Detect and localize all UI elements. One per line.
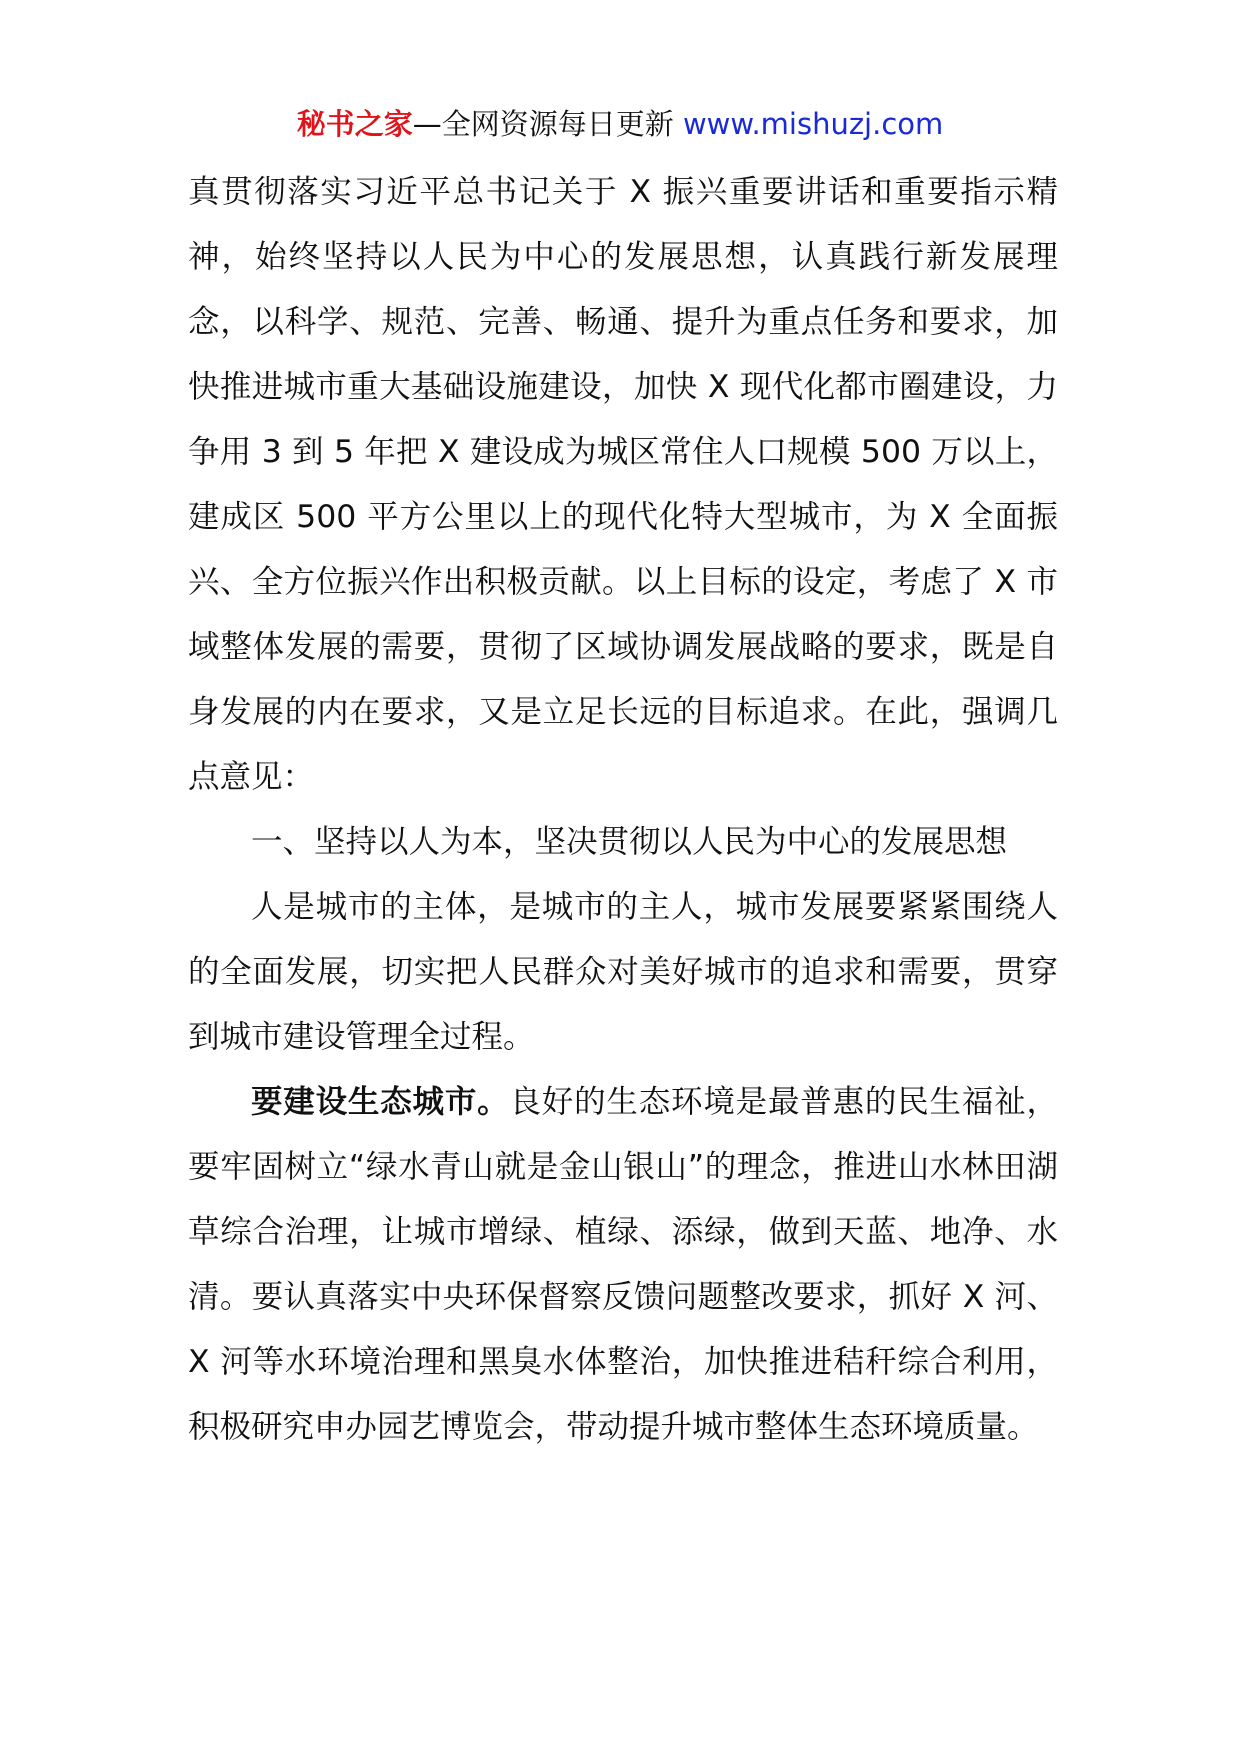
site-header — [0, 104, 1240, 144]
paragraph-eco-text: 良好的生态环境是最普惠的民生福祉，要牢固树立“绿水青山就是金山银山”的理念，推进山水林田湖草综合治理，让城市增绿、植绿、添绿，做到天蓝、地净、水清。要认真落实中央环保督察反馈问题整改要求，抓好 X 河、X 河等水环境治理和黑臭水体整治，加快推进秸秆综合利用，积极研究申办园艺博览会，带动提升城市整体生态环境质量。 — [188, 1084, 1058, 1445]
document-body — [188, 160, 1058, 1460]
paragraph-lead-bold: 要建设生态城市。 — [251, 1084, 510, 1120]
paragraph-eco-city — [188, 1070, 1058, 1460]
site-url-link[interactable]: www.mishuzj.com — [682, 107, 944, 141]
site-brand: 秘书之家 — [296, 107, 413, 141]
paragraph-intro: 真贯彻落实习近平总书记关于 X 振兴重要讲话和重要指示精神，始终坚持以人民为中心的发展思想，认真践行新发展理念，以科学、规范、完善、畅通、提升为重点任务和要求，加快推进城市重大基础设施建设，加快 X 现代化都市圈建设，力争用 3 到 5 年把 X 建设成为城区常住人口规模 500 万以上，建成区 500 平方公里以上的现代化特大型城市，为 X 全面振兴、全方位振兴作出积极贡献。以上目标的设定，考虑了 X 市域整体发展的需要，贯彻了区域协调发展战略的要求，既是自身发展的内在要求，又是立足长远的目标追求。在此，强调几点意见： — [188, 174, 1058, 795]
paragraph-people: 人是城市的主体，是城市的主人，城市发展要紧紧围绕人的全面发展，切实把人民群众对美好城市的追求和需要，贯穿到城市建设管理全过程。 — [188, 889, 1058, 1055]
section-heading: 一、坚持以人为本，坚决贯彻以人民为中心的发展思想 — [251, 824, 1008, 860]
site-slogan: —全网资源每日更新 — [412, 107, 674, 141]
